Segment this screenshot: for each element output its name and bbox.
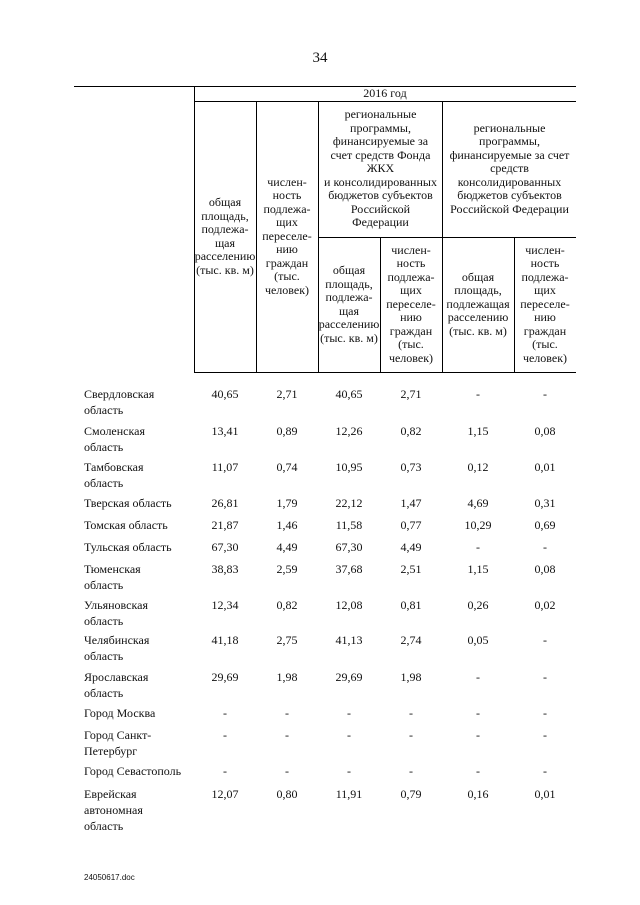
value-people-budget: 0,08 bbox=[534, 424, 556, 438]
value-area-budget: 0,26 bbox=[467, 598, 489, 612]
value-area-total: 13,41 bbox=[211, 424, 239, 438]
value-people-total: 2,71 bbox=[276, 387, 298, 401]
value-people-fund: - bbox=[409, 764, 413, 778]
value-people-budget: 0,08 bbox=[534, 562, 556, 576]
value-people-fund: 1,98 bbox=[400, 670, 422, 684]
value-area-budget: - bbox=[476, 540, 480, 554]
value-area-fund: 41,13 bbox=[335, 633, 363, 647]
region-name: Город Севастополь bbox=[84, 764, 182, 778]
value-people-fund: 0,82 bbox=[400, 424, 422, 438]
value-area-budget: 0,12 bbox=[467, 460, 489, 474]
value-people-total: 1,98 bbox=[276, 670, 298, 684]
group-header-fund: региональные программы, финансируемые за счет средств Фонда ЖКХ и консолидированных бюджетов субъектов Российской Федерации bbox=[324, 107, 437, 230]
value-area-budget: 1,15 bbox=[467, 562, 489, 576]
region-name: Тюменская область bbox=[84, 562, 141, 592]
value-people-budget: 0,69 bbox=[534, 518, 556, 532]
page-number: 34 bbox=[312, 50, 328, 66]
group-header-budget: региональные программы, финансируемые за счет средств консолидированных бюджетов субъектов Российской Федерации bbox=[449, 120, 570, 216]
value-area-total: 41,18 bbox=[211, 633, 239, 647]
value-area-fund: 10,95 bbox=[335, 460, 363, 474]
region-name: Свердловская область bbox=[84, 387, 155, 417]
value-people-total: 0,74 bbox=[276, 460, 298, 474]
year-header: 2016 год bbox=[363, 85, 407, 100]
value-people-fund: 2,71 bbox=[400, 387, 422, 401]
value-people-fund: 2,74 bbox=[400, 633, 422, 647]
value-area-total: 12,07 bbox=[211, 787, 239, 801]
region-name: Город Санкт- Петербург bbox=[84, 728, 152, 758]
region-name: Еврейская автономная область bbox=[84, 787, 143, 833]
value-area-budget: 1,15 bbox=[467, 424, 489, 438]
value-people-total: - bbox=[285, 764, 289, 778]
value-people-total: 4,49 bbox=[276, 540, 298, 554]
value-area-fund: 37,68 bbox=[335, 562, 363, 576]
value-people-budget: - bbox=[543, 728, 547, 742]
value-area-fund: 67,30 bbox=[335, 540, 363, 554]
value-area-fund: - bbox=[347, 706, 351, 720]
value-area-fund: 12,26 bbox=[335, 424, 363, 438]
value-area-fund: - bbox=[347, 764, 351, 778]
value-area-fund: 11,58 bbox=[335, 518, 363, 532]
value-people-budget: 0,01 bbox=[534, 787, 556, 801]
value-area-total: 11,07 bbox=[211, 460, 239, 474]
value-area-fund: 11,91 bbox=[335, 787, 363, 801]
value-area-budget: 10,29 bbox=[464, 518, 492, 532]
value-area-fund: 40,65 bbox=[335, 387, 363, 401]
value-people-total: 0,82 bbox=[276, 598, 298, 612]
value-people-total: 1,79 bbox=[276, 496, 298, 510]
value-people-fund: 0,81 bbox=[400, 598, 422, 612]
region-name: Тамбовская область bbox=[84, 460, 144, 490]
value-area-budget: - bbox=[476, 764, 480, 778]
value-people-total: 2,75 bbox=[276, 633, 298, 647]
value-people-fund: 0,73 bbox=[400, 460, 422, 474]
region-name: Тульская область bbox=[84, 540, 172, 554]
value-area-budget: 0,16 bbox=[467, 787, 489, 801]
region-name: Ульяновская область bbox=[84, 598, 148, 628]
value-area-fund: 22,12 bbox=[335, 496, 363, 510]
region-name: Ярославская область bbox=[84, 670, 149, 700]
value-people-fund: - bbox=[409, 706, 413, 720]
value-people-total: 0,80 bbox=[276, 787, 298, 801]
region-name: Челябинская область bbox=[84, 633, 150, 663]
value-area-total: 21,87 bbox=[211, 518, 239, 532]
value-area-total: - bbox=[223, 706, 227, 720]
col-header-area-total: общая площадь, подлежа- щая расселению (тыс. кв. м) bbox=[194, 195, 256, 277]
value-people-fund: - bbox=[409, 728, 413, 742]
col-header-area-fund: общая площадь, подлежа- щая расселению (тыс. кв. м) bbox=[318, 263, 380, 345]
value-area-fund: - bbox=[347, 728, 351, 742]
value-people-fund: 0,77 bbox=[400, 518, 422, 532]
value-people-total: 1,46 bbox=[276, 518, 298, 532]
value-people-total: - bbox=[285, 706, 289, 720]
value-people-total: 2,59 bbox=[276, 562, 298, 576]
value-people-budget: - bbox=[543, 706, 547, 720]
value-people-budget: - bbox=[543, 387, 547, 401]
value-area-total: - bbox=[223, 764, 227, 778]
col-header-people-total: числен- ность подлежа- щих переселе- нию граждан (тыс. человек) bbox=[262, 174, 312, 297]
region-name: Смоленская область bbox=[84, 424, 145, 454]
value-area-budget: - bbox=[476, 728, 480, 742]
value-area-fund: 12,08 bbox=[335, 598, 363, 612]
value-people-budget: - bbox=[543, 633, 547, 647]
value-area-budget: 0,05 bbox=[467, 633, 489, 647]
value-area-total: - bbox=[223, 728, 227, 742]
value-area-total: 38,83 bbox=[211, 562, 239, 576]
value-area-total: 29,69 bbox=[211, 670, 239, 684]
value-area-budget: 4,69 bbox=[467, 496, 489, 510]
value-people-fund: 2,51 bbox=[400, 562, 422, 576]
value-area-fund: 29,69 bbox=[335, 670, 363, 684]
value-area-budget: - bbox=[476, 706, 480, 720]
value-people-total: 0,89 bbox=[276, 424, 298, 438]
file-code-footer: 24050617.doc bbox=[84, 873, 135, 882]
value-people-fund: 0,79 bbox=[400, 787, 422, 801]
value-people-budget: - bbox=[543, 764, 547, 778]
value-people-fund: 4,49 bbox=[400, 540, 422, 554]
header-bottom-rule bbox=[194, 372, 576, 373]
value-people-budget: 0,02 bbox=[534, 598, 556, 612]
col-header-area-budget: общая площадь, подлежащая расселению (тыс. кв. м) bbox=[446, 269, 510, 338]
value-people-budget: 0,01 bbox=[534, 460, 556, 474]
value-people-budget: - bbox=[543, 540, 547, 554]
value-people-fund: 1,47 bbox=[400, 496, 422, 510]
region-name: Тверская область bbox=[84, 496, 172, 510]
value-people-budget: 0,31 bbox=[534, 496, 556, 510]
col-header-people-fund: числен- ность подлежа- щих переселе- нию граждан (тыс. человек) bbox=[386, 242, 436, 365]
value-people-total: - bbox=[285, 728, 289, 742]
value-area-budget: - bbox=[476, 670, 480, 684]
value-area-total: 12,34 bbox=[211, 598, 239, 612]
value-area-total: 67,30 bbox=[211, 540, 239, 554]
col-header-people-budget: числен- ность подлежа- щих переселе- нию граждан (тыс. человек) bbox=[520, 242, 570, 365]
value-area-total: 40,65 bbox=[211, 387, 239, 401]
value-people-budget: - bbox=[543, 670, 547, 684]
region-name: Томская область bbox=[84, 518, 168, 532]
value-area-total: 26,81 bbox=[211, 496, 239, 510]
region-name: Город Москва bbox=[84, 706, 156, 720]
value-area-budget: - bbox=[476, 387, 480, 401]
